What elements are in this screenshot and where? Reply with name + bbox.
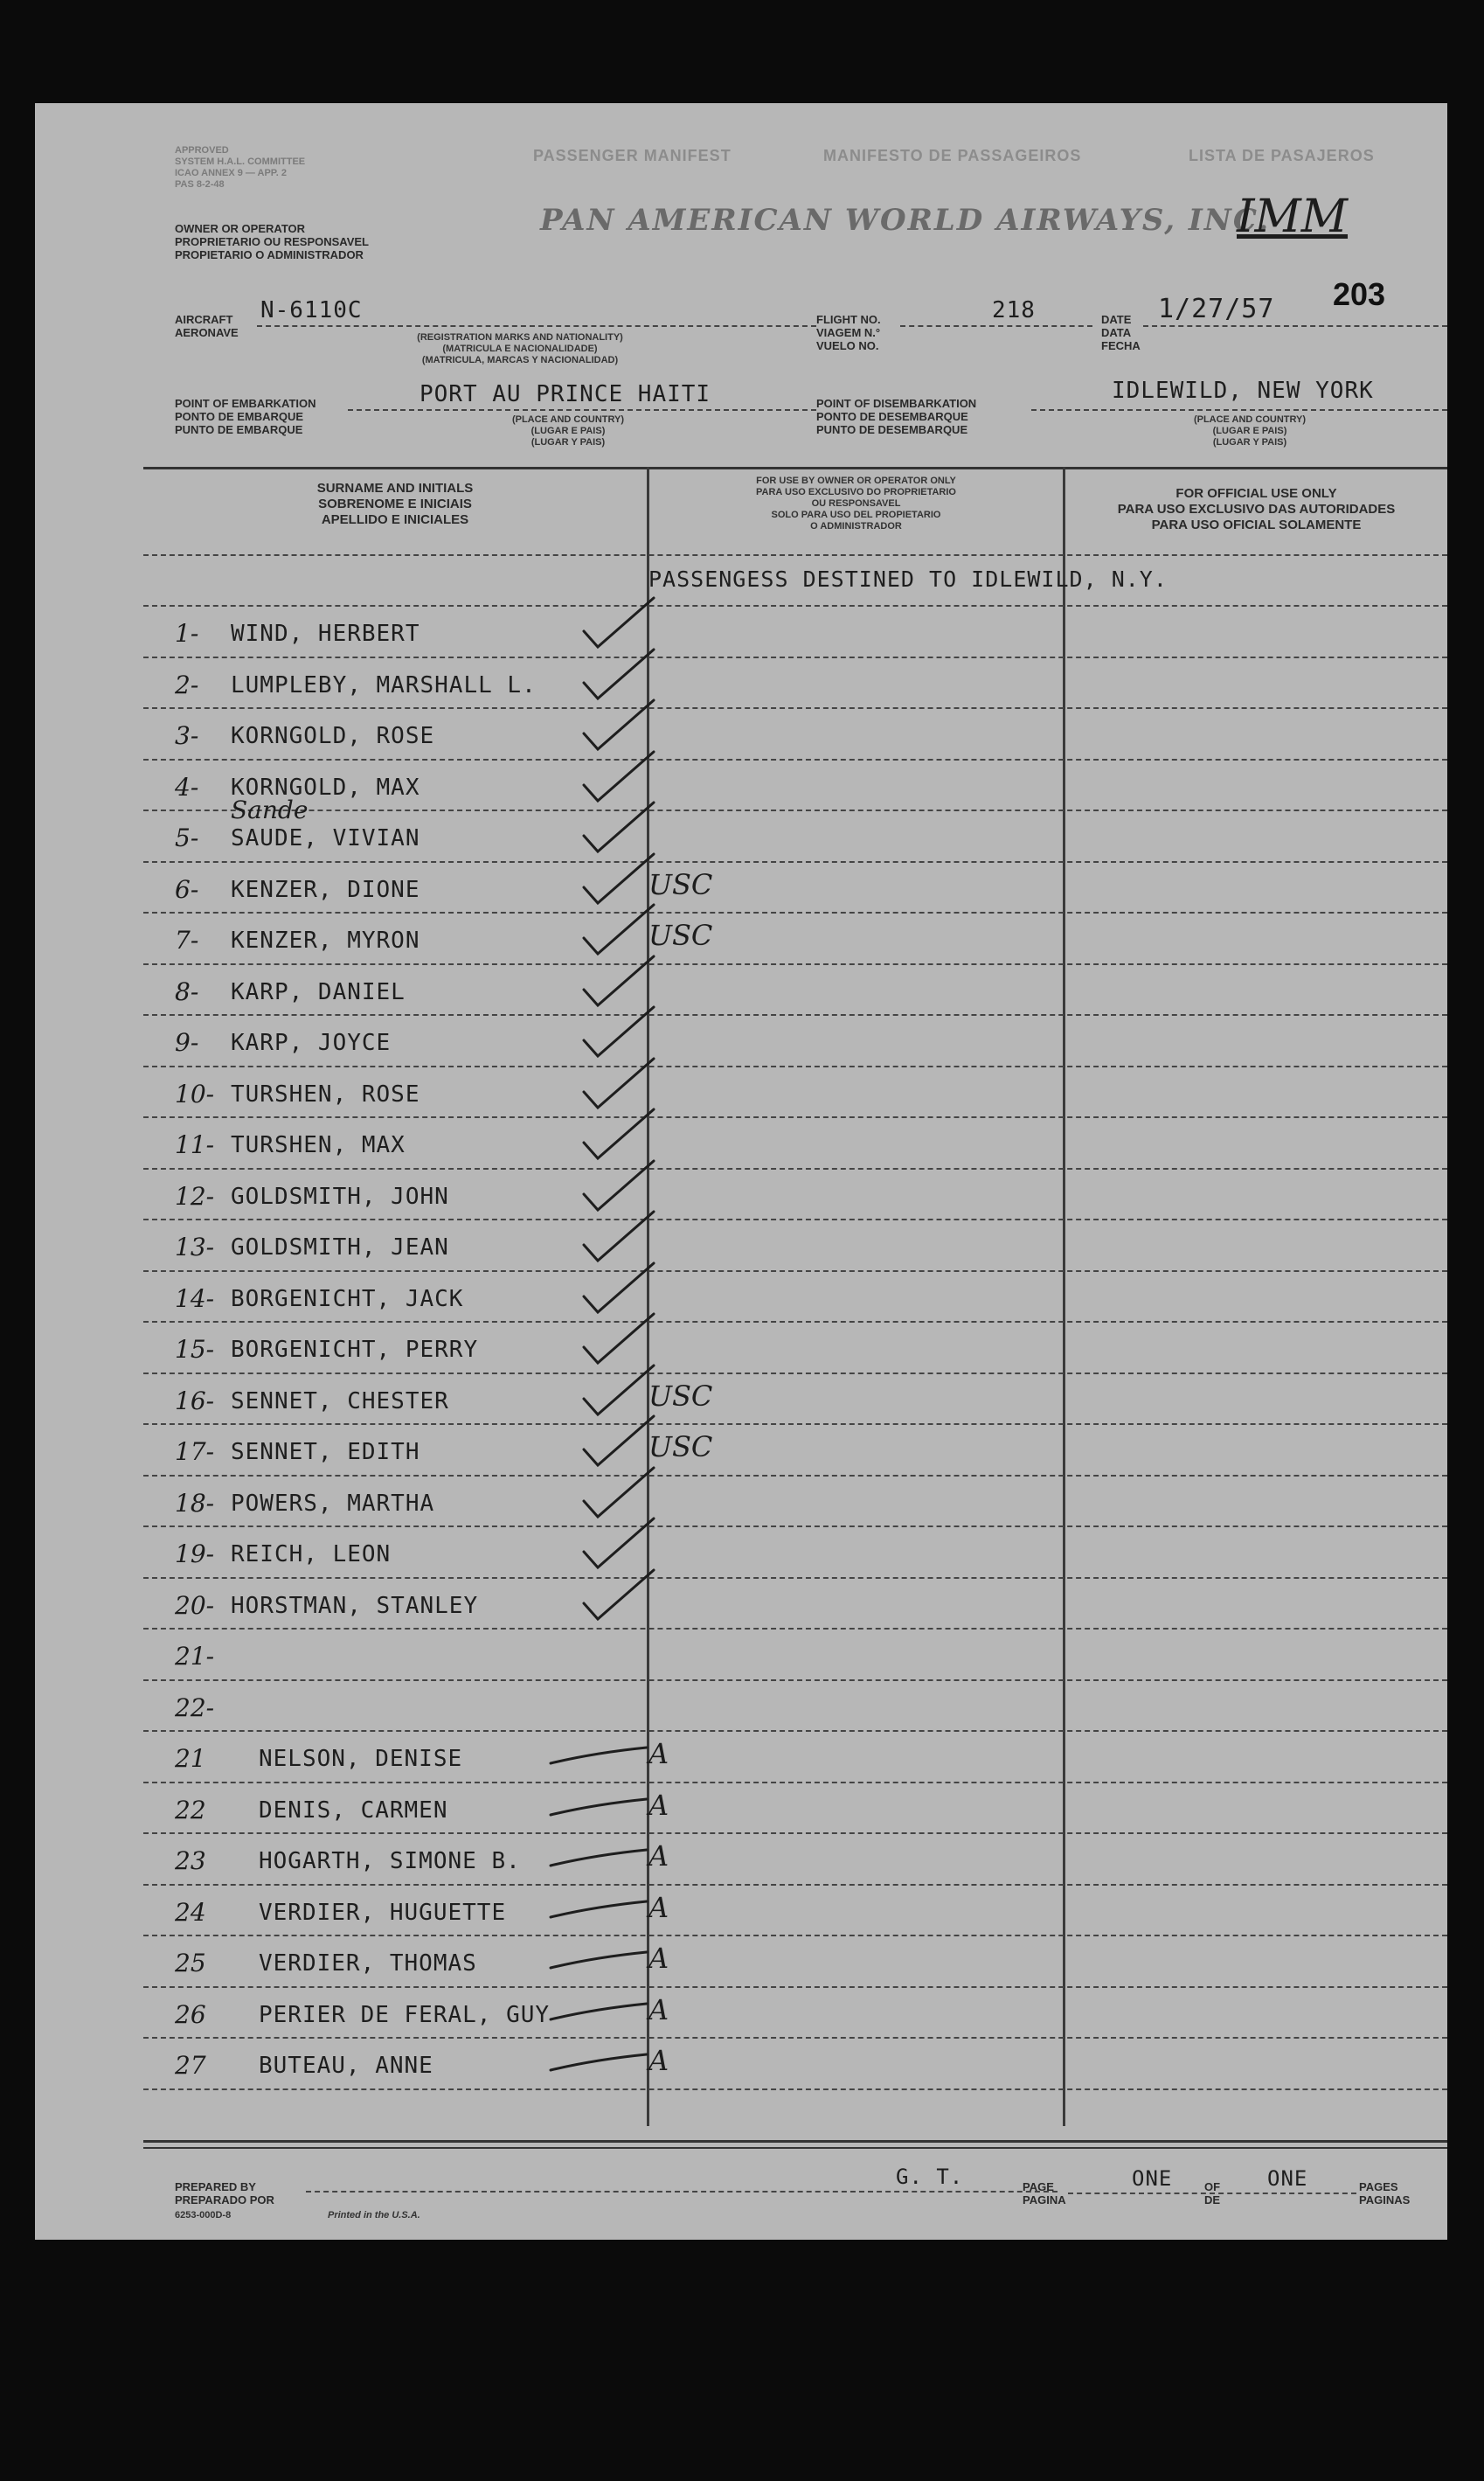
passenger-name: TURSHEN, MAX bbox=[231, 1132, 406, 1158]
table-row bbox=[35, 1066, 1447, 1115]
table-row bbox=[35, 707, 1447, 756]
row-number: 8- bbox=[175, 976, 199, 1006]
approval-block: APPROVED SYSTEM H.A.L. COMMITTEE ICAO ANNEX 9 — APP. 2 PAS 8-2-48 bbox=[175, 145, 306, 190]
mark-stroke bbox=[584, 1263, 654, 1312]
mark-stroke bbox=[551, 2004, 647, 2019]
mark-stroke bbox=[584, 598, 654, 647]
dash-mark-icon bbox=[542, 2025, 664, 2086]
mark-stroke bbox=[584, 1212, 654, 1261]
table-row bbox=[35, 1832, 1447, 1881]
table-row bbox=[35, 1423, 1447, 1472]
embarkation-value: PORT AU PRINCE HAITI bbox=[420, 381, 711, 407]
row-rule bbox=[143, 2088, 1447, 2090]
table-row bbox=[35, 605, 1447, 654]
row-number: 26 bbox=[175, 1999, 206, 2029]
row-number: 24 bbox=[175, 1897, 206, 1927]
footer-top-rule-2 bbox=[143, 2147, 1447, 2149]
handwritten-correction: Sande bbox=[231, 796, 309, 824]
row-number: 13- bbox=[175, 1233, 215, 1261]
passenger-name: NELSON, DENISE bbox=[259, 1746, 463, 1772]
mark-stroke bbox=[551, 2054, 647, 2070]
mark-stroke bbox=[584, 854, 654, 903]
table-row bbox=[35, 1321, 1447, 1370]
mark-stroke bbox=[584, 1314, 654, 1363]
passenger-name: KENZER, DIONE bbox=[231, 876, 420, 903]
passenger-name: DENIS, CARMEN bbox=[259, 1796, 448, 1824]
row-number: 11- bbox=[175, 1130, 215, 1159]
table-row bbox=[35, 1525, 1447, 1574]
page-underline bbox=[1068, 2193, 1356, 2194]
date-underline bbox=[1143, 325, 1447, 327]
owner-note: USC bbox=[648, 1430, 713, 1463]
passenger-name: POWERS, MARTHA bbox=[231, 1490, 435, 1517]
row-number: 21 bbox=[175, 1744, 206, 1773]
table-row bbox=[35, 1014, 1447, 1063]
owner-note: USC bbox=[648, 1379, 713, 1413]
mark-stroke bbox=[584, 1468, 654, 1517]
disembarkation-value: IDLEWILD, NEW YORK bbox=[1112, 378, 1374, 404]
table-row bbox=[35, 1935, 1447, 1984]
embarkation-label: POINT OF EMBARKATION PONTO DE EMBARQUE PUNTO DE EMBARQUE bbox=[175, 397, 316, 436]
pages-label: PAGES PAGINAS bbox=[1359, 2180, 1411, 2206]
mark-stroke bbox=[584, 1366, 654, 1414]
aircraft-underline bbox=[257, 325, 816, 327]
owner-note: A bbox=[648, 1890, 669, 1924]
manifest-document bbox=[35, 103, 1447, 2240]
destination-note: PASSENGESS DESTINED TO IDLEWILD, N.Y. bbox=[648, 566, 1168, 592]
aircraft-value: N-6110C bbox=[260, 297, 363, 323]
table-row bbox=[35, 1679, 1447, 1728]
passenger-name: VERDIER, THOMAS bbox=[259, 1950, 477, 1977]
table-row bbox=[35, 657, 1447, 705]
prepared-by-label: PREPARED BY PREPARADO POR bbox=[175, 2180, 274, 2206]
table-row bbox=[35, 1219, 1447, 1268]
table-row bbox=[35, 1270, 1447, 1319]
row-number: 14- bbox=[175, 1283, 215, 1313]
row-number: 12- bbox=[175, 1181, 215, 1211]
row-number: 20- bbox=[175, 1590, 215, 1620]
of-value: ONE bbox=[1267, 2166, 1308, 2191]
table-row bbox=[35, 1884, 1447, 1933]
mark-stroke bbox=[584, 905, 654, 954]
owner-note: A bbox=[648, 1942, 669, 1975]
row-number: 5- bbox=[175, 824, 199, 852]
row-number: 27 bbox=[175, 2051, 206, 2080]
owner-note: USC bbox=[648, 919, 713, 952]
passenger-name: BORGENICHT, JACK bbox=[231, 1285, 464, 1312]
row-number: 7- bbox=[175, 926, 199, 955]
passenger-name: KENZER, MYRON bbox=[231, 928, 420, 954]
row-number: 1- bbox=[175, 619, 199, 648]
flight-label: FLIGHT NO. VIAGEM N.° VUELO NO. bbox=[816, 313, 881, 352]
table-row bbox=[35, 2037, 1447, 2086]
operator-name: PAN AMERICAN WORLD AIRWAYS, INC. bbox=[540, 203, 1271, 238]
table-row bbox=[35, 963, 1447, 1012]
passenger-name: SAUDE, VIVIAN bbox=[231, 825, 420, 851]
aircraft-sublabel: (REGISTRATION MARKS AND NATIONALITY) (MATRICULA E NACIONALIDADE) (MATRICULA, MARCAS Y NACIONALIDAD) bbox=[417, 332, 623, 365]
passenger-name: KORNGOLD, ROSE bbox=[231, 723, 435, 749]
row-number: 19- bbox=[175, 1539, 215, 1568]
passenger-name: KARP, JOYCE bbox=[231, 1030, 392, 1056]
flight-underline bbox=[900, 325, 1092, 327]
form-number: 6253-000D-8 bbox=[175, 2210, 232, 2220]
mark-stroke bbox=[584, 1007, 654, 1056]
row-number: 17- bbox=[175, 1437, 215, 1466]
flight-value: 218 bbox=[992, 297, 1036, 323]
passenger-name: KORNGOLD, MAX bbox=[231, 774, 420, 801]
passenger-name: GOLDSMITH, JEAN bbox=[231, 1234, 449, 1261]
page-label: PAGE PAGINA bbox=[1023, 2180, 1066, 2206]
mark-stroke bbox=[551, 1799, 647, 1815]
header-bottom-rule bbox=[143, 554, 1447, 556]
owner-label: OWNER OR OPERATOR PROPRIETARIO OU RESPONSAVEL PROPIETARIO O ADMINISTRADOR bbox=[175, 222, 369, 261]
owner-note: A bbox=[648, 2044, 669, 2077]
printed-note: Printed in the U.S.A. bbox=[328, 2210, 420, 2220]
row-number: 4- bbox=[175, 772, 199, 802]
row-number: 22- bbox=[175, 1692, 215, 1722]
table-row bbox=[35, 1373, 1447, 1421]
table-row bbox=[35, 1475, 1447, 1524]
lista-pasajeros-label: LISTA DE PASAJEROS bbox=[1189, 147, 1375, 164]
passenger-name: SENNET, EDITH bbox=[231, 1439, 420, 1465]
mark-stroke bbox=[584, 650, 654, 698]
table-row bbox=[35, 1986, 1447, 2035]
page-stamp: 203 bbox=[1333, 276, 1386, 312]
page-value: ONE bbox=[1132, 2166, 1173, 2191]
mark-stroke bbox=[584, 956, 654, 1005]
passenger-name: VERDIER, HUGUETTE bbox=[259, 1899, 507, 1926]
passenger-name: WIND, HERBERT bbox=[231, 621, 420, 647]
date-label: DATE DATA FECHA bbox=[1101, 313, 1141, 352]
table-row bbox=[35, 861, 1447, 910]
passenger-name: BORGENICHT, PERRY bbox=[231, 1337, 479, 1363]
mark-stroke bbox=[584, 1518, 654, 1567]
table-row bbox=[35, 796, 1447, 858]
mark-stroke bbox=[584, 803, 654, 851]
owner-note: A bbox=[648, 1992, 669, 2026]
mark-stroke bbox=[584, 1109, 654, 1158]
of-label: OF DE bbox=[1204, 2180, 1221, 2206]
owner-use-column-header: FOR USE BY OWNER OR OPERATOR ONLY PARA USO EXCLUSIVO DO PROPRIETARIO OU RESPONSAVEL SOLO PARA USO DEL PROPIETARIO O ADMINISTRADOR bbox=[756, 476, 956, 532]
row-number: 9- bbox=[175, 1028, 199, 1057]
row-number: 22 bbox=[175, 1795, 206, 1824]
passenger-name: PERIER DE FERAL, GUY bbox=[259, 2001, 551, 2028]
passenger-name: LUMPLEBY, MARSHALL L. bbox=[231, 671, 537, 698]
mark-stroke bbox=[584, 752, 654, 801]
passenger-manifest-label: PASSENGER MANIFEST bbox=[533, 147, 732, 164]
passenger-name: HORSTMAN, STANLEY bbox=[231, 1592, 479, 1619]
embarkation-sublabel: (PLACE AND COUNTRY) (LUGAR E PAIS) (LUGAR Y PAIS) bbox=[511, 414, 625, 448]
owner-note: A bbox=[648, 1839, 669, 1873]
passenger-name: HOGARTH, SIMONE B. bbox=[259, 1848, 521, 1874]
mark-stroke bbox=[551, 1748, 647, 1763]
row-number: 3- bbox=[175, 721, 199, 750]
embarkation-underline bbox=[348, 409, 816, 411]
mark-stroke bbox=[551, 1850, 647, 1866]
disembarkation-label: POINT OF DISEMBARKATION PONTO DE DESEMBARQUE PUNTO DE DESEMBARQUE bbox=[816, 397, 977, 436]
table-top-rule bbox=[143, 467, 1447, 469]
row-number: 16- bbox=[175, 1386, 215, 1415]
owner-note: USC bbox=[648, 867, 713, 901]
row-number: 2- bbox=[175, 670, 199, 699]
row-number: 10- bbox=[175, 1079, 215, 1108]
table-row bbox=[35, 1730, 1447, 1779]
prepared-by-underline bbox=[306, 2191, 1058, 2193]
prepared-by-value: G. T. bbox=[896, 2165, 964, 2189]
date-value: 1/27/57 bbox=[1158, 294, 1275, 324]
row-number: 18- bbox=[175, 1488, 215, 1518]
passenger-name: REICH, LEON bbox=[231, 1541, 392, 1567]
table-row bbox=[35, 1628, 1447, 1677]
mark-stroke bbox=[584, 700, 654, 749]
row-number: 23 bbox=[175, 1846, 206, 1875]
mark-stroke bbox=[584, 1161, 654, 1210]
row-number: 25 bbox=[175, 1949, 206, 1977]
passenger-name: GOLDSMITH, JOHN bbox=[231, 1183, 449, 1210]
passenger-name: BUTEAU, ANNE bbox=[259, 2053, 433, 2079]
table-row bbox=[35, 1116, 1447, 1165]
passenger-name: SENNET, CHESTER bbox=[231, 1387, 449, 1414]
row-number: 6- bbox=[175, 874, 199, 904]
footer-top-rule bbox=[143, 2140, 1447, 2143]
check-mark-icon bbox=[568, 1565, 690, 1626]
manifesto-passageiros-label: MANIFESTO DE PASSAGEIROS bbox=[823, 147, 1082, 164]
table-row bbox=[35, 1782, 1447, 1831]
disembarkation-sublabel: (PLACE AND COUNTRY) (LUGAR E PAIS) (LUGAR Y PAIS) bbox=[1193, 414, 1307, 448]
owner-note: A bbox=[648, 1788, 669, 1822]
table-row bbox=[35, 1168, 1447, 1217]
mark-stroke bbox=[584, 1416, 654, 1465]
row-number: 15- bbox=[175, 1335, 215, 1364]
mark-stroke bbox=[584, 1570, 654, 1619]
official-use-column-header: FOR OFFICIAL USE ONLY PARA USO EXCLUSIVO DAS AUTORIDADES PARA USO OFICIAL SOLAMENTE bbox=[1117, 486, 1396, 532]
mark-stroke bbox=[584, 1059, 654, 1108]
mark-stroke bbox=[551, 1901, 647, 1917]
aircraft-label: AIRCRAFT AERONAVE bbox=[175, 313, 239, 339]
passenger-name: TURSHEN, ROSE bbox=[231, 1081, 420, 1108]
row-number: 21- bbox=[175, 1642, 215, 1671]
owner-note: A bbox=[648, 1737, 669, 1770]
operator-annotation: IMM bbox=[1237, 191, 1349, 243]
disembarkation-underline bbox=[1031, 409, 1447, 411]
mark-stroke bbox=[551, 1952, 647, 1968]
passenger-name: KARP, DANIEL bbox=[231, 978, 406, 1005]
table-row bbox=[35, 912, 1447, 961]
table-row bbox=[35, 1577, 1447, 1626]
surname-column-header: SURNAME AND INITIALS SOBRENOME E INICIAIS APELLIDO E INICIALES bbox=[316, 481, 474, 527]
